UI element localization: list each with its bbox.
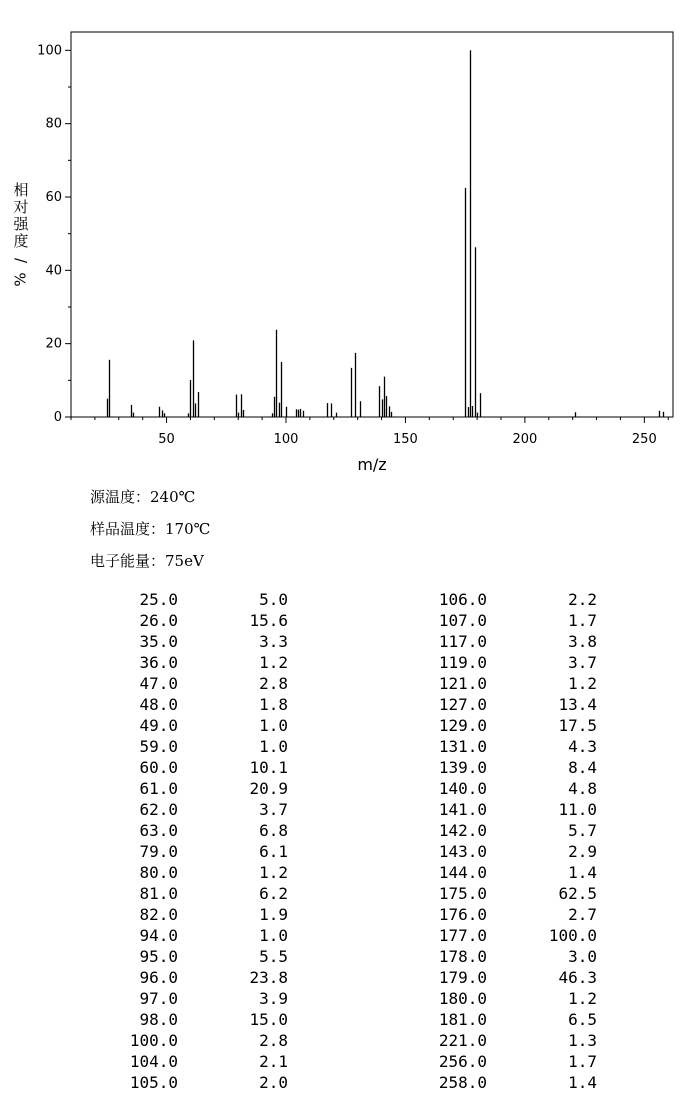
x-tick-label: 200 <box>512 432 538 447</box>
x-tick-label: 100 <box>273 432 299 447</box>
table-intensity-cell: 4.3 <box>568 737 597 756</box>
table-mz-cell: 60.0 <box>139 758 178 777</box>
y-axis-title-char: 强 <box>13 215 29 233</box>
table-mz-cell: 258.0 <box>438 1073 487 1092</box>
table-mz-cell: 61.0 <box>139 779 178 798</box>
table-intensity-cell: 6.5 <box>568 1010 597 1029</box>
table-intensity-cell: 5.7 <box>568 821 597 840</box>
table-intensity-cell: 3.0 <box>568 947 597 966</box>
table-mz-cell: 180.0 <box>438 989 487 1008</box>
table-mz-cell: 175.0 <box>438 884 487 903</box>
table-mz-cell: 119.0 <box>438 653 487 672</box>
table-intensity-cell: 6.8 <box>259 821 288 840</box>
y-axis-title-char: 相 <box>13 181 29 199</box>
table-intensity-cell: 2.7 <box>568 905 597 924</box>
table-intensity-cell: 2.2 <box>568 590 597 609</box>
table-mz-cell: 81.0 <box>139 884 178 903</box>
table-intensity-cell: 1.2 <box>259 653 288 672</box>
table-mz-cell: 35.0 <box>139 632 178 651</box>
table-mz-cell: 95.0 <box>139 947 178 966</box>
table-intensity-cell: 11.0 <box>558 800 597 819</box>
table-intensity-cell: 1.0 <box>259 716 288 735</box>
y-tick-label: 80 <box>45 116 62 132</box>
table-mz-cell: 107.0 <box>438 611 487 630</box>
table-mz-cell: 82.0 <box>139 905 178 924</box>
y-axis-title-char: 度 <box>13 232 29 250</box>
table-mz-cell: 178.0 <box>438 947 487 966</box>
table-intensity-cell: 62.5 <box>558 884 597 903</box>
table-intensity-cell: 1.7 <box>568 611 597 630</box>
table-intensity-cell: 20.9 <box>249 779 288 798</box>
table-mz-cell: 121.0 <box>438 674 487 693</box>
table-mz-cell: 49.0 <box>139 716 178 735</box>
table-intensity-cell: 1.4 <box>568 1073 597 1092</box>
x-tick-label: 250 <box>631 432 657 447</box>
table-mz-cell: 36.0 <box>139 653 178 672</box>
table-mz-cell: 139.0 <box>438 758 487 777</box>
table-mz-cell: 117.0 <box>438 632 487 651</box>
table-intensity-cell: 3.3 <box>259 632 288 651</box>
table-intensity-cell: 1.9 <box>259 905 288 924</box>
table-mz-cell: 127.0 <box>438 695 487 714</box>
table-intensity-cell: 3.7 <box>568 653 597 672</box>
table-mz-cell: 63.0 <box>139 821 178 840</box>
y-tick-label: 20 <box>45 336 62 352</box>
y-axis-title-char: 对 <box>13 198 29 216</box>
table-mz-cell: 141.0 <box>438 800 487 819</box>
table-intensity-cell: 1.2 <box>568 674 597 693</box>
table-intensity-cell: 1.2 <box>568 989 597 1008</box>
y-axis-title <box>11 182 31 288</box>
table-mz-cell: 142.0 <box>438 821 487 840</box>
table-intensity-cell: 10.1 <box>249 758 288 777</box>
table-mz-cell: 143.0 <box>438 842 487 861</box>
table-mz-cell: 59.0 <box>139 737 178 756</box>
y-axis-title-char: / <box>11 257 30 264</box>
electron-energy: 电子能量：75eV <box>90 552 204 570</box>
table-intensity-cell: 15.0 <box>249 1010 288 1029</box>
table-intensity-cell: 8.4 <box>568 758 597 777</box>
table-intensity-cell: 23.8 <box>249 968 288 987</box>
table-mz-cell: 177.0 <box>438 926 487 945</box>
table-mz-cell: 221.0 <box>438 1031 487 1050</box>
table-intensity-cell: 100.0 <box>548 926 597 945</box>
x-axis <box>71 417 668 447</box>
table-intensity-cell: 2.9 <box>568 842 597 861</box>
table-intensity-cell: 1.8 <box>259 695 288 714</box>
table-mz-cell: 47.0 <box>139 674 178 693</box>
table-intensity-cell: 6.1 <box>259 842 288 861</box>
table-mz-cell: 26.0 <box>139 611 178 630</box>
table-mz-cell: 140.0 <box>438 779 487 798</box>
table-mz-cell: 181.0 <box>438 1010 487 1029</box>
y-tick-label: 40 <box>45 263 62 279</box>
table-intensity-cell: 3.8 <box>568 632 597 651</box>
table-intensity-cell: 46.3 <box>558 968 597 987</box>
y-axis-title-char: % <box>11 272 30 287</box>
table-intensity-cell: 2.0 <box>259 1073 288 1092</box>
plot-frame <box>71 32 673 417</box>
y-tick-label: 60 <box>45 190 62 205</box>
table-mz-cell: 48.0 <box>139 695 178 714</box>
table-intensity-cell: 1.4 <box>568 863 597 882</box>
table-intensity-cell: 2.8 <box>259 674 288 693</box>
table-mz-cell: 25.0 <box>139 590 178 609</box>
table-mz-cell: 97.0 <box>139 989 178 1008</box>
table-intensity-cell: 15.6 <box>249 611 288 630</box>
table-intensity-cell: 2.8 <box>259 1031 288 1050</box>
table-intensity-cell: 4.8 <box>568 779 597 798</box>
table-intensity-cell: 3.7 <box>259 800 288 819</box>
table-mz-cell: 79.0 <box>139 842 178 861</box>
table-intensity-cell: 1.3 <box>568 1031 597 1050</box>
table-mz-cell: 179.0 <box>438 968 487 987</box>
table-mz-cell: 256.0 <box>438 1052 487 1071</box>
table-intensity-cell: 1.2 <box>259 863 288 882</box>
table-mz-cell: 62.0 <box>139 800 178 819</box>
table-intensity-cell: 3.9 <box>259 989 288 1008</box>
sample-temperature: 样品温度：170℃ <box>90 520 211 538</box>
table-mz-cell: 80.0 <box>139 863 178 882</box>
source-temperature: 源温度：240℃ <box>90 488 196 506</box>
table-mz-cell: 176.0 <box>438 905 487 924</box>
table-mz-cell: 105.0 <box>129 1073 178 1092</box>
table-mz-cell: 104.0 <box>129 1052 178 1071</box>
table-intensity-cell: 5.5 <box>259 947 288 966</box>
y-tick-label: 0 <box>53 410 62 425</box>
table-mz-cell: 96.0 <box>139 968 178 987</box>
table-intensity-cell: 13.4 <box>558 695 597 714</box>
table-intensity-cell: 5.0 <box>259 590 288 609</box>
x-axis-title: m/z <box>357 455 387 474</box>
table-intensity-cell: 1.0 <box>259 926 288 945</box>
table-mz-cell: 144.0 <box>438 863 487 882</box>
table-mz-cell: 131.0 <box>438 737 487 756</box>
table-mz-cell: 129.0 <box>438 716 487 735</box>
table-mz-cell: 100.0 <box>129 1031 178 1050</box>
y-axis <box>37 43 71 425</box>
mass-spectrum-chart <box>0 0 696 480</box>
table-intensity-cell: 1.0 <box>259 737 288 756</box>
table-mz-cell: 94.0 <box>139 926 178 945</box>
x-tick-label: 150 <box>393 432 418 447</box>
peak-bars <box>108 50 664 417</box>
y-tick-label: 100 <box>37 43 62 59</box>
table-intensity-cell: 17.5 <box>558 716 597 735</box>
table-intensity-cell: 1.7 <box>568 1052 597 1071</box>
table-mz-cell: 106.0 <box>438 590 487 609</box>
table-intensity-cell: 6.2 <box>259 884 288 903</box>
x-tick-label: 50 <box>158 432 175 447</box>
table-intensity-cell: 2.1 <box>259 1052 288 1071</box>
table-mz-cell: 98.0 <box>139 1010 178 1029</box>
